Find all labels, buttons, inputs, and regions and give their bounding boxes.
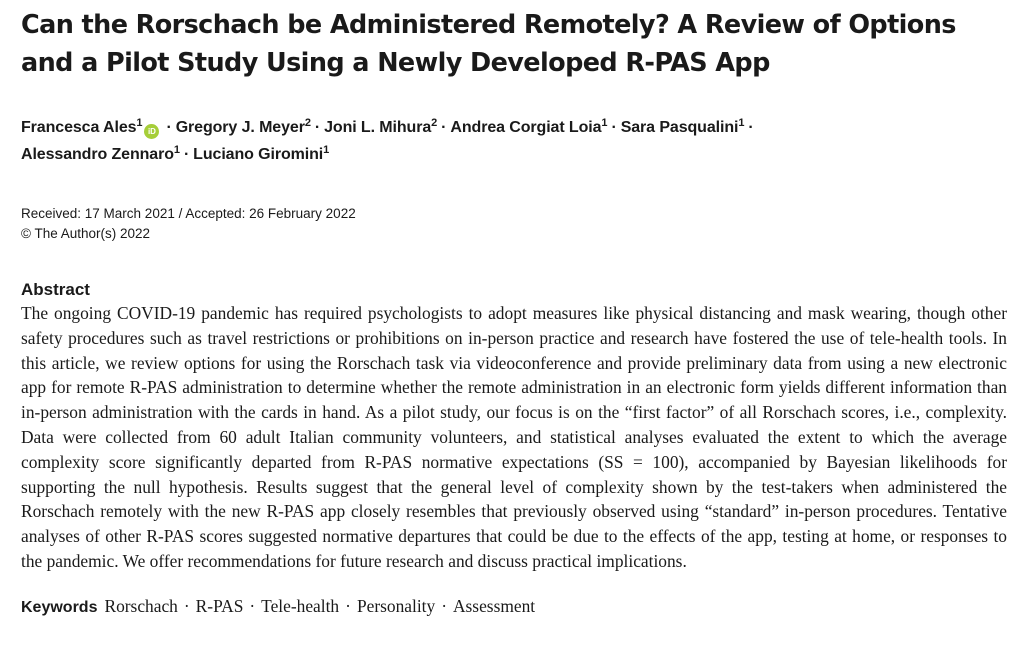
- keyword-separator: ·: [249, 595, 256, 616]
- received-accepted-line: Received: 17 March 2021 / Accepted: 26 February 2022: [21, 206, 356, 221]
- author-separator: ·: [314, 119, 321, 136]
- keyword-separator: ·: [345, 595, 351, 616]
- keyword[interactable]: Tele-health: [261, 595, 340, 616]
- author[interactable]: Joni L. Mihura$^2$: [324, 117, 438, 136]
- keyword[interactable]: Rorschach: [104, 595, 178, 616]
- author[interactable]: Sara Pasqualini$^1$: [620, 117, 745, 136]
- author-affiliation: 2: [431, 117, 438, 129]
- author-affiliation: 1: [136, 117, 143, 129]
- abstract-text: The ongoing COVID-19 pandemic has required psychologists to adopt measures like physical distancing and mask wearing, though other safety procedures such as travel restrictions or prohibitions on in-person practice and research have fostered the use of tele-health tools. In this article, we review options for using the Rorschach task via videoconference and provide preliminary data from using a new electronic app for remote R-PAS administration to determine whether the remote administration in an electronic form yields different information than in-person administration with the cards in hand. As a pilot study, our focus is on the “first factor” of all Rorschach scores, i.e., complexity. Data were collected from 60 adult Italian community volunteers, and statistical analyses evaluated the extent to which the average complexity score significantly departed from R-PAS normative expectations (SS = 100), accompanied by Bayesian likelihoods for supporting the null hypothesis. Results suggest that the general level of complexity shown by the test-takers when administered the Rorschach remotely with the new R-PAS app closely resembles that previously observed using “standard” in-person procedures. Tentative analyses of other R-PAS scores suggested normative departures that could be due to the effects of the app, testing at home, or responses to the pandemic. We offer recommendations for future research and discuss practical implications.: [21, 303, 1007, 571]
- keyword-separator: ·: [441, 595, 447, 616]
- author[interactable]: Francesca Ales$^1$: [21, 117, 143, 136]
- keyword-separator: ·: [183, 595, 190, 616]
- publication-dates: [21, 204, 1011, 244]
- author[interactable]: Andrea Corgiat Loia$^1$: [450, 117, 608, 136]
- keyword[interactable]: Personality: [356, 595, 436, 616]
- paper-header: [21, 6, 1011, 620]
- author-affiliation: 1: [173, 144, 180, 156]
- author-separator: ·: [748, 119, 754, 136]
- author-list: [21, 114, 1011, 168]
- author-separator: ·: [183, 146, 190, 163]
- paper-title-line-2: and a Pilot Study Using a Newly Developed R-PAS App: [21, 48, 770, 78]
- orcid-icon[interactable]: iD: [144, 124, 159, 139]
- author-affiliation: 1: [738, 117, 745, 129]
- copyright-line: © The Author(s) 2022: [21, 226, 151, 241]
- keyword[interactable]: Assessment: [452, 595, 536, 616]
- paper-title-line-1: Can the Rorschach be Administered Remotely? A Review of Options: [21, 10, 956, 40]
- keyword[interactable]: R-PAS: [195, 595, 244, 616]
- author-separator: ·: [166, 119, 172, 136]
- keywords: [21, 594, 1011, 620]
- author-affiliation: 2: [304, 117, 311, 129]
- keywords-label: Keywords: [21, 598, 98, 616]
- author[interactable]: Luciano Giromini$^1$: [193, 144, 330, 163]
- abstract-heading: Abstract: [21, 280, 90, 299]
- author[interactable]: Gregory J. Meyer$^2$: [175, 117, 311, 136]
- author-separator: ·: [611, 119, 617, 136]
- paper-title: [21, 6, 1011, 82]
- author[interactable]: Alessandro Zennaro$^1$: [21, 144, 180, 163]
- author-separator: ·: [441, 119, 447, 136]
- author-affiliation: 1: [323, 144, 330, 156]
- author-affiliation: 1: [601, 117, 608, 129]
